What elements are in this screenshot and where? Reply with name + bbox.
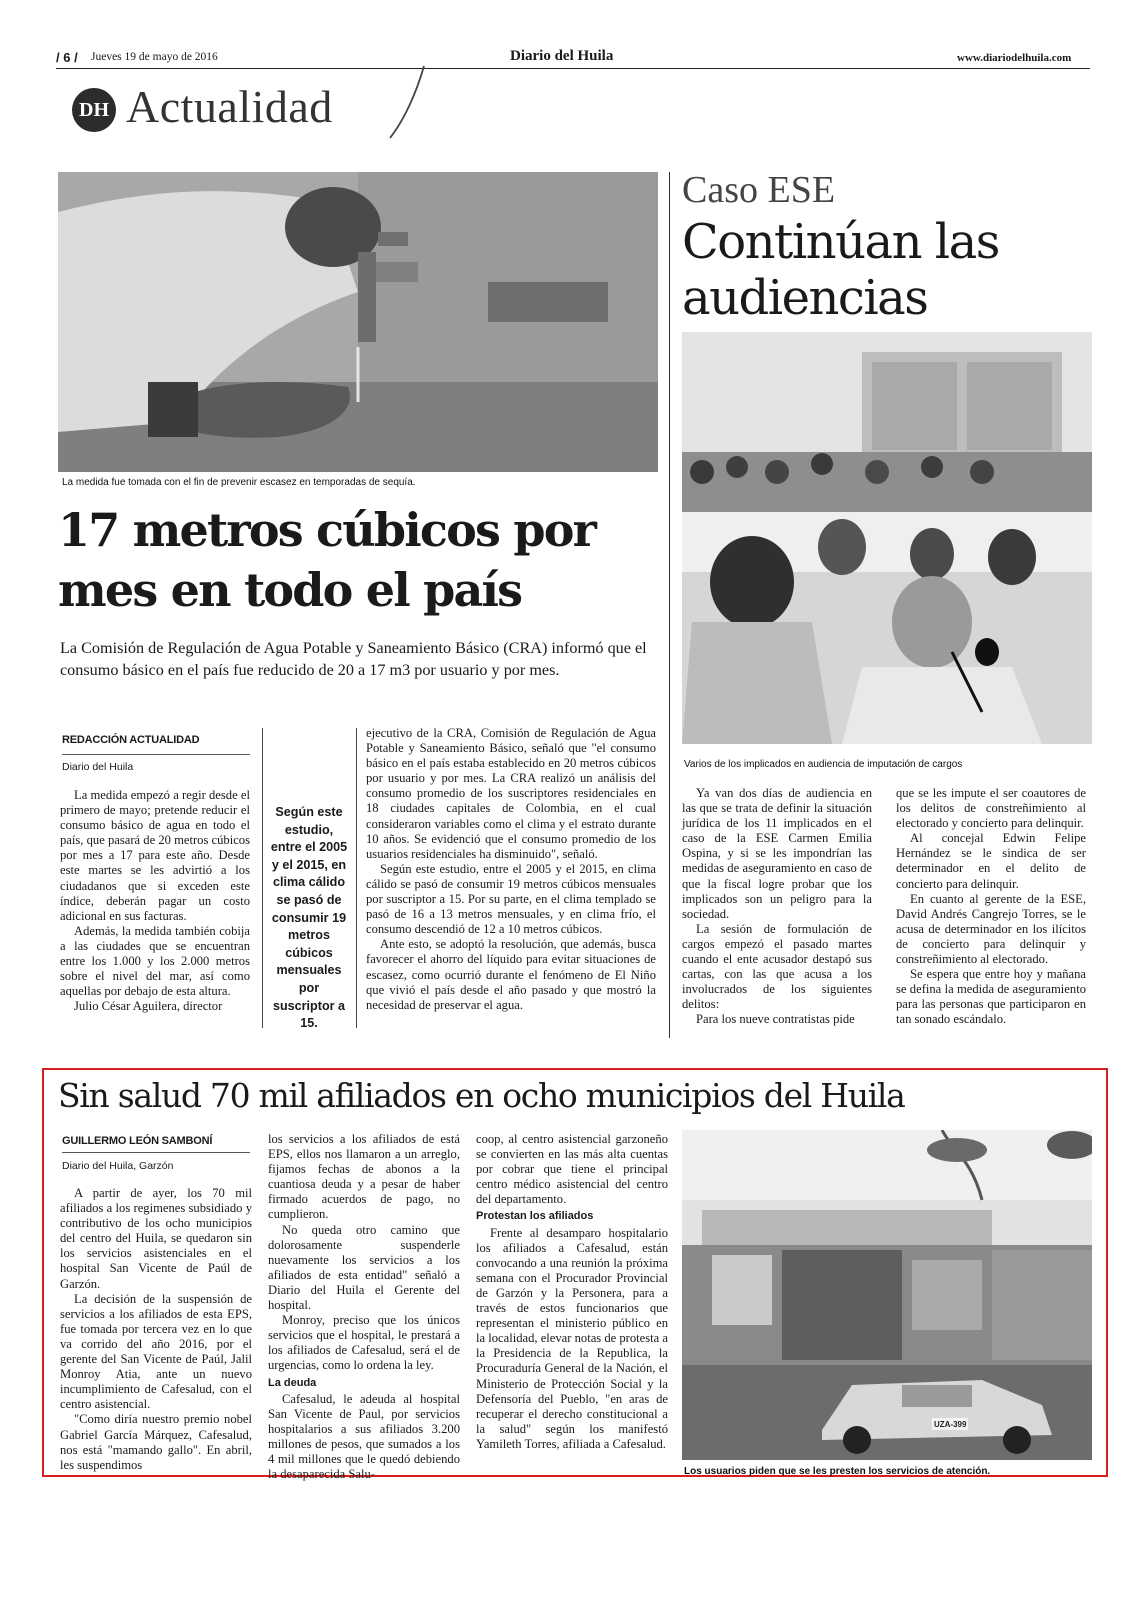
- ese-column-rule: [669, 172, 670, 1038]
- salud-col2-paragraph: No queda otro camino que dolorosamente suspenderle nuevamente los servicios a los afiliados de esta entidad" señaló a Diario del Huila el Gerente del hospital.: [268, 1222, 460, 1313]
- ese-col2-paragraph: En cuanto al gerente de la ESE, David Andrés Cangrejo Torres, se le acusa de determinador en los ilícitos de concierto para delinquir y constreñimiento al electorado.: [896, 891, 1086, 967]
- website-url: www.diariodelhuila.com: [957, 52, 1072, 64]
- hospital-photo-caption: Los usuarios piden que se les presten los servicios de atención.: [684, 1466, 991, 1477]
- salud-headline: Sin salud 70 mil afiliados en ocho municipios del Huila: [58, 1076, 905, 1115]
- ese-col2-paragraph: que se les impute el ser coautores de los delitos de constreñimiento al electorado y concierto para delinquir.: [896, 786, 1086, 831]
- faucet-illustration: [58, 172, 658, 472]
- salud-col1-paragraph: "Como diría nuestro premio nobel Gabriel García Márquez, Cafesalud, nos está "mamando gallo". En abril, les suspendimos: [60, 1412, 252, 1472]
- salud-source: Diario del Huila, Garzón: [62, 1160, 174, 1172]
- ese-headline: [682, 214, 1102, 326]
- ese-headline-line1: Continúan las: [682, 214, 999, 270]
- page-number: / 6 /: [56, 50, 78, 65]
- water-col1-paragraph: La medida empezó a regir desde el primero de mayo; pretende reducir el consumo básico de agua en todo el país, que pasará de 20 metros cúbicos por mes a 17 para este año. Desde este martes se les advirtió a los ciudadanos que si exceden este índice, deberán pagar un costo adicional en sus facturas.: [60, 788, 250, 923]
- water-column-1: [60, 788, 250, 1014]
- salud-col2-paragraph: Cafesalud, le adeuda al hospital San Vicente de Paul, por servicios hospitalarios a sus afiliados 3.200 millones de pesos, que sumados a los 4 mil millones que le quedó debiendo la desaparecida Salu-: [268, 1391, 460, 1482]
- hearing-photo: [682, 332, 1092, 744]
- salud-column-2: [268, 1132, 460, 1482]
- ese-kicker: Caso ESE: [682, 169, 836, 211]
- ese-col1-paragraph: La sesión de formulación de cargos empezó el pasado martes cuando el ente acusador destapó sus cartas, con las que acusa a los involucrados de los siguientes delitos:: [682, 921, 872, 1012]
- salud-col2-paragraph: los servicios a los afiliados de está EPS, ellos nos llamaron a un arreglo, fijamos fechas de abonos a la cuantiosa deuda y a pesar de haber firmado acuerdos de pago, no cumplieron.: [268, 1132, 460, 1222]
- ese-col1-paragraph: Para los nueve contratistas pide: [696, 1012, 855, 1027]
- ese-col1-paragraph: Ya van dos días de audiencia en las que se trata de definir la situación jurídica de los 11 implicados en el caso de la ESE Carmen Emilia Ospina, y si se les impondrían las medidas de aseguramiento en caso de que la fiscal logre probar que los implicados son un peligro para la sociedad.: [682, 786, 872, 921]
- taxi-license-plate: UZA-399: [934, 1420, 967, 1429]
- ese-column-1: [682, 786, 872, 1028]
- water-col1-paragraph: Julio César Aguilera, director: [74, 999, 223, 1014]
- water-lead: La Comisión de Regulación de Agua Potable y Saneamiento Básico (CRA) informó que el consumo básico en el país fue reducido de 20 a 17 m3 por usuario y por mes.: [60, 639, 647, 679]
- hospital-illustration: [682, 1130, 1092, 1460]
- salud-col3-paragraph: coop, al centro asistencial garzoneño se convierten en las más alta cuentas por cobrar que tiene el principal centro médico asistencial del centro del departamento.: [476, 1132, 668, 1207]
- faucet-photo-caption: La medida fue tomada con el fin de prevenir escasez en temporadas de sequía.: [62, 477, 416, 488]
- hearing-illustration: [682, 332, 1092, 744]
- pullquote-rule-right: [356, 728, 357, 1028]
- salud-col1-paragraph: La decisión de la suspensión de servicios a los afiliados de esta EPS, fue tomada por tercera vez en lo que va corrido del año 2016, por el gerente del San Vicente de Paúl, Jalil Monroy Atia, ante un nuevo incumplimiento de Cafesalud, con el centro asistencial.: [60, 1291, 252, 1412]
- faucet-photo: [58, 172, 658, 472]
- water-headline-line2: mes en todo el país: [58, 563, 522, 617]
- salud-subhead-deuda: La deuda: [268, 1376, 317, 1389]
- hospital-photo: [682, 1130, 1092, 1460]
- water-source: Diario del Huila: [62, 761, 134, 773]
- ese-col2-paragraph: Al concejal Edwin Felipe Hernández se le sindica de ser determinador en el delito de concierto para delinquir.: [896, 831, 1086, 891]
- water-pullquote: Según este estudio, entre el 2005 y el 2015, en clima cálido se pasó de consumir 19 metros cúbicos mensuales por suscriptor a 15.: [270, 805, 348, 1031]
- hearing-photo-caption: Varios de los implicados en audiencia de imputación de cargos: [684, 759, 963, 770]
- water-col3-paragraph: ejecutivo de la CRA, Comisión de Regulación de Agua Potable y Saneamiento Básico, señaló que "el consumo básico en el país estaba establecido en 20 metros cúbicos por usuario y por mes. La CRA realizó un análisis del consumo promedio de los suscriptores residenciales en 18 ciudades capitales de Colombia, en el cual consideraron variables como el clima y el estrato durante 10 años. Se evidenció que el consumo promedio de los usuarios residenciales ha disminuido", señaló.: [366, 726, 656, 861]
- salud-col2-paragraph: Monroy, preciso que los únicos servicios que el hospital, le prestará a los afiliados de Cafesalud, será el de urgencias, como lo ordena la ley.: [268, 1313, 460, 1373]
- water-headline: [58, 500, 668, 620]
- water-col3-paragraph: Según este estudio, entre el 2005 y el 2015, en clima cálido se pasó de consumir 19 metros cúbicos mensuales por suscriptor a 15. Por su parte, en el clima templado se pasó de 16 a 13 metros mensuales, y en clima frío, el consumo descendió de 12 a 10 metros cúbicos.: [366, 861, 656, 937]
- water-col3-paragraph: Ante esto, se adoptó la resolución, que además, busca favorecer el ahorro del líquido para evitar situaciones de escasez, como ocurrió durante el fenómeno de El Niño que vivió el país desde el año pasado y que mostró la necesidad de preservar el agua.: [366, 937, 656, 1012]
- salud-subhead-protestan: Protestan los afiliados: [476, 1210, 594, 1223]
- section-swoosh: [388, 64, 428, 140]
- water-headline-line1: 17 metros cúbicos por: [58, 503, 596, 557]
- salud-byline: GUILLERMO LEÓN SAMBONÍ: [62, 1135, 213, 1147]
- salud-column-3: [476, 1132, 668, 1452]
- salud-col1-paragraph: A partir de ayer, los 70 mil afiliados a los regimenes subsidiado y contributivo de los ocho municipios del centro del Huila, se quedaron sin los servicios asistenciales en el hospital San Vicente de Paúl de Garzón.: [60, 1186, 252, 1291]
- salud-column-1: [60, 1186, 252, 1473]
- salud-col3-paragraph: Frente al desamparo hospitalario los afiliados a Cafesalud, están convocando a una reunión la próxima semana con el Procurador Provincial de Garzón y la Personera, para a través de estos funcionarios que representan el ministerio público en la localidad, elevar notas de protesta a la Presidencia de la Republica, la Procuraduría General de la Nación, el Ministerio de Protección Social y la Defensoría del Pueblo, "en aras de recuperar el derecho constitucional a la salud" según los manifestó Yamileth Torres, afiliada a Cafesalud.: [476, 1225, 668, 1451]
- section-title: Actualidad: [126, 81, 333, 132]
- water-byline: REDACCIÓN ACTUALIDAD: [62, 734, 200, 746]
- ese-col2-paragraph: Se espera que entre hoy y mañana se defina la medida de aseguramiento para las personas que participaron en tan sonado escándalo.: [896, 967, 1086, 1027]
- newspaper-name-part1: Diario del: [510, 48, 578, 64]
- salud-byline-rule: [62, 1152, 250, 1153]
- page-date: Jueves 19 de mayo de 2016: [91, 51, 218, 63]
- dh-logo: DH: [72, 88, 116, 132]
- newspaper-name-part2: Huila: [577, 48, 614, 64]
- water-column-3: [366, 726, 656, 1013]
- water-byline-rule: [62, 754, 250, 755]
- water-col1-paragraph: Además, la medida también cobija a las ciudades que se encuentran entre los 1.000 y los 2.000 metros sobre el nivel del mar, así como aquellas por debajo de esta altura.: [60, 923, 250, 999]
- pullquote-rule-left: [262, 728, 263, 1028]
- header-rule: [56, 68, 1090, 69]
- ese-headline-line2: audiencias: [682, 270, 928, 326]
- ese-column-2: [896, 786, 1086, 1028]
- newspaper-name: [510, 48, 613, 65]
